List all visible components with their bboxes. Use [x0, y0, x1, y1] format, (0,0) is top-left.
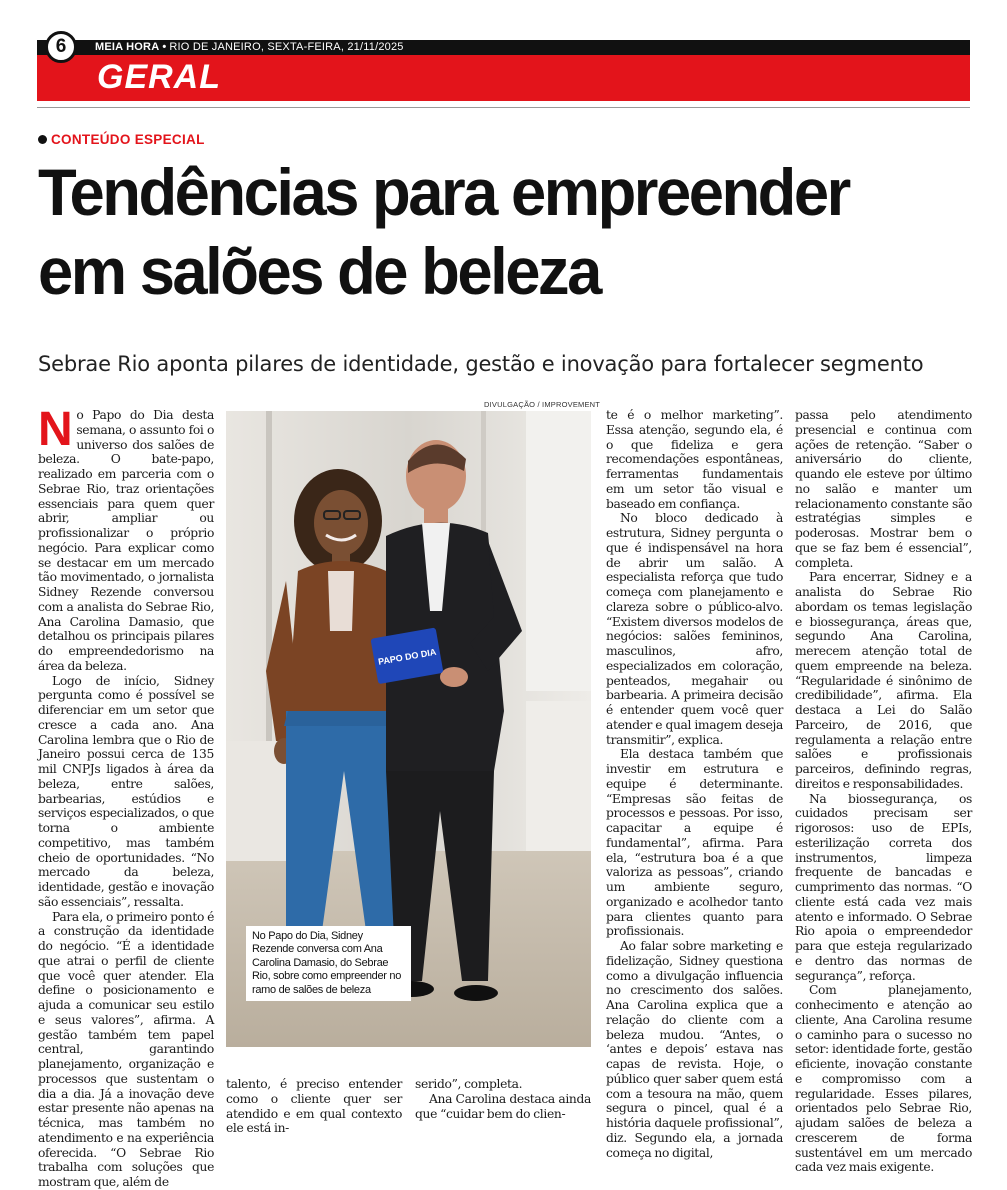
header-divider	[37, 107, 970, 108]
section-band	[37, 55, 970, 101]
column-2-right	[415, 1077, 591, 1121]
headline-line-2: em salões de beleza	[38, 234, 600, 308]
paragraph: te é o melhor marketing”. Essa atenção, segundo ela, é o que fideliza e gera recomendações espontâneas, ferramentas fundamentais em um setor tão visual e baseado em confiança.	[606, 408, 783, 511]
column-2-left	[226, 1077, 402, 1136]
paragraph: No Papo do Dia desta semana, o assunto foi o universo dos salões de beleza. O bate-papo, realizado em parceria com o Sebrae Rio, traz orientações essenciais para quem quer abrir, ampliar ou profissionalizar o próprio negócio. Para explicar como se destacar em um mercado tão movimentado, o jornalista Sidney Rezende conversou com a analista do Sebrae Rio, Ana Carolina Damasio, que detalhou os principais pilares do empreendedorismo na área da beleza.	[38, 403, 214, 673]
publication-name: MEIA HORA	[95, 41, 160, 53]
masthead-bar	[37, 40, 970, 55]
article-column-1	[38, 403, 215, 1190]
dateline: RIO DE JANEIRO, SEXTA-FEIRA, 21/11/2025	[169, 41, 404, 53]
paragraph: Ao falar sobre marketing e fidelização, Sidney questiona como a divulgação influencia no crescimento dos salões. Ana Carolina explica que a relação do cliente com a beleza mudou. “Antes, o ‘antes e depois’ estava nas capas de revista. Hoje, o público quer saber quem está com a tesoura na mão, quem segura o pincel, qual é a história daquele profissional”, diz. Segundo ela, a jornada começa no digital,	[606, 939, 783, 1160]
card-text: PAPO DO DIA	[377, 646, 438, 667]
drop-cap: N	[38, 403, 73, 456]
photo-credit: DIVULGAÇÃO / IMPROVEMENT	[484, 400, 601, 409]
paragraph: Para encerrar, Sidney e a analista do Sebrae Rio abordam os temas legislação e biossegurança, áreas que, segundo Ana Carolina, merecem atenção total de quem empreende na beleza. “Regularidade é sinônimo de credibilidade”, afirma. Ela destaca a Lei do Salão Parceiro, de 2016, que regulamenta a relação entre salões e profissionais parceiros, definindo regras, direitos e responsabilidades.	[795, 570, 972, 791]
paragraph: Na biossegurança, os cuidados precisam ser rigorosos: uso de EPIs, esterilização correta dos instrumentos, limpeza frequente de bancadas e cumprimento das normas. “O cliente está cada vez mais atento e informado. O Sebrae Rio apoia o empreendedor para que esteja regularizado e dentro das normas de segurança”, reforça.	[795, 791, 972, 983]
subheadline: Sebrae Rio aponta pilares de identidade, gestão e inovação para fortalecer segmento	[38, 352, 924, 376]
page-number: 6	[45, 31, 77, 63]
paragraph: serido”, completa.	[415, 1077, 523, 1091]
article-column-4	[795, 408, 972, 1175]
paragraph: Com planejamento, conhecimento e atenção ao cliente, Ana Carolina resume o caminho para o sucesso no setor: identidade forte, gestão eficiente, inovação constante e compromisso com a regularidade. Esses pilares, orientados pelo Sebrae Rio, ajudam salões de beleza a crescerem de forma sustentável em um mercado cada vez mais exigente.	[795, 983, 972, 1175]
section-title: GERAL	[97, 58, 221, 96]
headline	[38, 155, 940, 308]
masthead-text: MEIA HORA • RIO DE JANEIRO, SEXTA-FEIRA, 21/11/2025	[95, 41, 404, 53]
paragraph: Ana Carolina destaca ainda que “cuidar bem do clien-	[415, 1091, 591, 1121]
article-column-3	[606, 408, 783, 1160]
photo-caption: No Papo do Dia, Sidney Rezende conversa com Ana Carolina Damasio, do Sebrae Rio, sobre como empreender no ramo de salões de beleza	[246, 926, 411, 1001]
kicker-label: CONTEÚDO ESPECIAL	[51, 132, 205, 147]
kicker	[38, 132, 205, 147]
headline-line-1: Tendências para empreender	[38, 155, 849, 229]
paragraph: Para ela, o primeiro ponto é a construção da identidade do negócio. “É a identidade que atrai o perfil de cliente que você quer atender. Ela define o posicionamento e ajuda a comunicar seu estilo e seus valores”, afirma. A gestão também tem papel central, garantindo planejamento, organização e processos que sustentam o dia a dia. Já a inovação deve estar presente não apenas na técnica, mas também no atendimento e na experiência oferecida. “O Sebrae Rio trabalha com soluções que mostram que, além de	[38, 909, 215, 1189]
paragraph: talento, é preciso entender como o cliente quer ser atendido e em qual contexto ele está in-	[226, 1077, 402, 1136]
paragraph: passa pelo atendimento presencial e continua com ações de retenção. “Saber o aniversário do cliente, quando ele esteve por último no salão e manter um relacionamento constante são estratégias simples e poderosas. Mostrar bem o que se faz bem é essencial”, completa.	[795, 408, 972, 570]
paragraph: No bloco dedicado à estrutura, Sidney pergunta o que é indispensável na hora de abrir um salão. A especialista reforça que tudo começa com planejamento e clareza sobre o público-alvo. “Existem diversos modelos de negócios: salões femininos, masculinos, afro, especializados em coloração, penteados, megahair ou barbearia. A primeira decisão é entender quem você quer atender e qual imagem deseja transmitir”, explica.	[606, 511, 783, 747]
bullet-icon	[38, 135, 47, 144]
paragraph: Ela destaca também que investir em estrutura e equipe é determinante. “Empresas são feitas de processos e pessoas. Por isso, capacitar a equipe é fundamental”, afirma. Para ela, “estrutura boa é a que valoriza as pessoas”, criando um ambiente seguro, organizado e acolhedor tanto para clientes quanto para profissionais.	[606, 747, 783, 939]
paragraph: Logo de início, Sidney pergunta como é possível se diferenciar em um setor que cresce a cada ano. Ana Carolina lembra que o Rio de Janeiro possui cerca de 135 mil CNPJs ligados à área da beleza, entre salões, barbearias, estúdios e serviços especializados, o que torna o ambiente competitivo, mas também cheio de oportunidades. “No mercado da beleza, identidade, gestão e inovação são essenciais”, ressalta.	[38, 673, 214, 909]
